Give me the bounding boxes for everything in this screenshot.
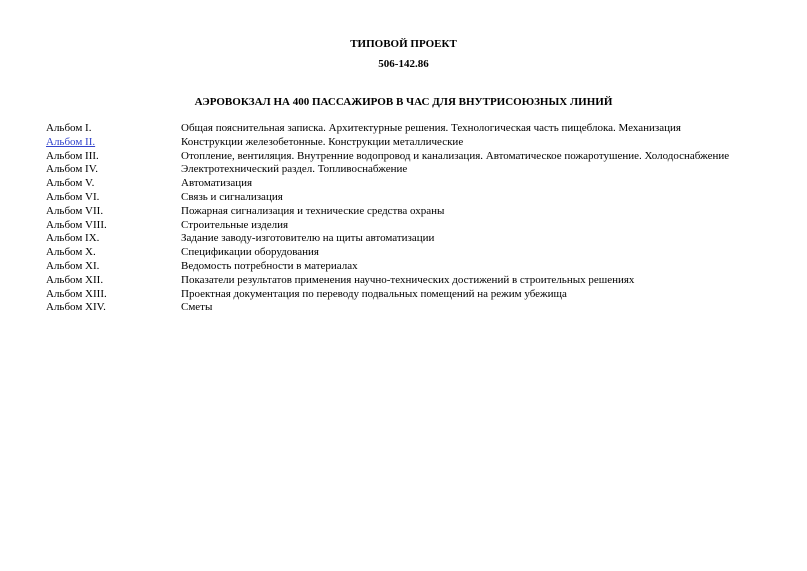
album-description: Проектная документация по переводу подвальных помещений на режим убежища	[181, 287, 567, 300]
album-name: Альбом VIII.	[46, 218, 107, 231]
album-name: Альбом VI.	[46, 190, 100, 203]
album-row	[46, 136, 786, 150]
album-row	[46, 191, 786, 205]
album-description: Конструкции железобетонные. Конструкции металлические	[181, 135, 464, 148]
album-row	[46, 232, 786, 246]
album-row	[46, 122, 786, 136]
album-row	[46, 246, 786, 260]
album-row	[46, 205, 786, 219]
album-description: Пожарная сигнализация и технические средства охраны	[181, 204, 445, 217]
album-description: Связь и сигнализация	[181, 190, 283, 203]
album-name: Альбом IV.	[46, 163, 98, 176]
album-description: Ведомость потребности в материалах	[181, 259, 358, 272]
album-name: Альбом V.	[46, 177, 95, 190]
album-name: Альбом IX.	[46, 232, 100, 245]
album-row	[46, 150, 786, 164]
album-name: Альбом I.	[46, 122, 92, 134]
album-description: Общая пояснительная записка. Архитектурные решения. Технологическая часть пищеблока. Механизация	[181, 122, 681, 134]
album-row	[46, 219, 786, 233]
album-description: Спецификации оборудования	[181, 246, 319, 259]
document-type-heading: ТИПОВОЙ ПРОЕКТ	[350, 38, 457, 50]
album-row	[46, 288, 786, 302]
album-list	[46, 122, 786, 315]
album-description: Сметы	[181, 301, 213, 314]
album-name: Альбом X.	[46, 246, 96, 259]
album-name: Альбом XII.	[46, 273, 104, 286]
album-name: Альбом XIV.	[46, 301, 106, 314]
album-description: Электротехнический раздел. Топливоснабжение	[181, 163, 408, 176]
album-name: Альбом XIII.	[46, 287, 107, 300]
album-description: Показатели результатов применения научно-технических достижений в строительных решениях	[181, 273, 635, 286]
album-link[interactable]: Альбом II.	[46, 135, 96, 148]
project-number: 506-142.86	[378, 58, 429, 70]
album-description: Строительные изделия	[181, 218, 289, 231]
album-name: Альбом XI.	[46, 259, 100, 272]
album-row	[46, 260, 786, 274]
album-row	[46, 163, 786, 177]
album-name: Альбом VII.	[46, 204, 104, 217]
album-row	[46, 177, 786, 191]
project-title: АЭРОВОКЗАЛ НА 400 ПАССАЖИРОВ В ЧАС ДЛЯ ВНУТРИСОЮЗНЫХ ЛИНИЙ	[194, 96, 613, 108]
album-row	[46, 274, 786, 288]
album-description: Задание заводу-изготовителю на щиты автоматизации	[181, 232, 435, 245]
album-row	[46, 301, 786, 315]
album-description: Автоматизация	[181, 177, 253, 190]
album-description: Отопление, вентиляция. Внутренние водопровод и канализация. Автоматическое пожаротушение. Холодоснабжение	[181, 149, 730, 162]
album-name: Альбом III.	[46, 149, 99, 162]
